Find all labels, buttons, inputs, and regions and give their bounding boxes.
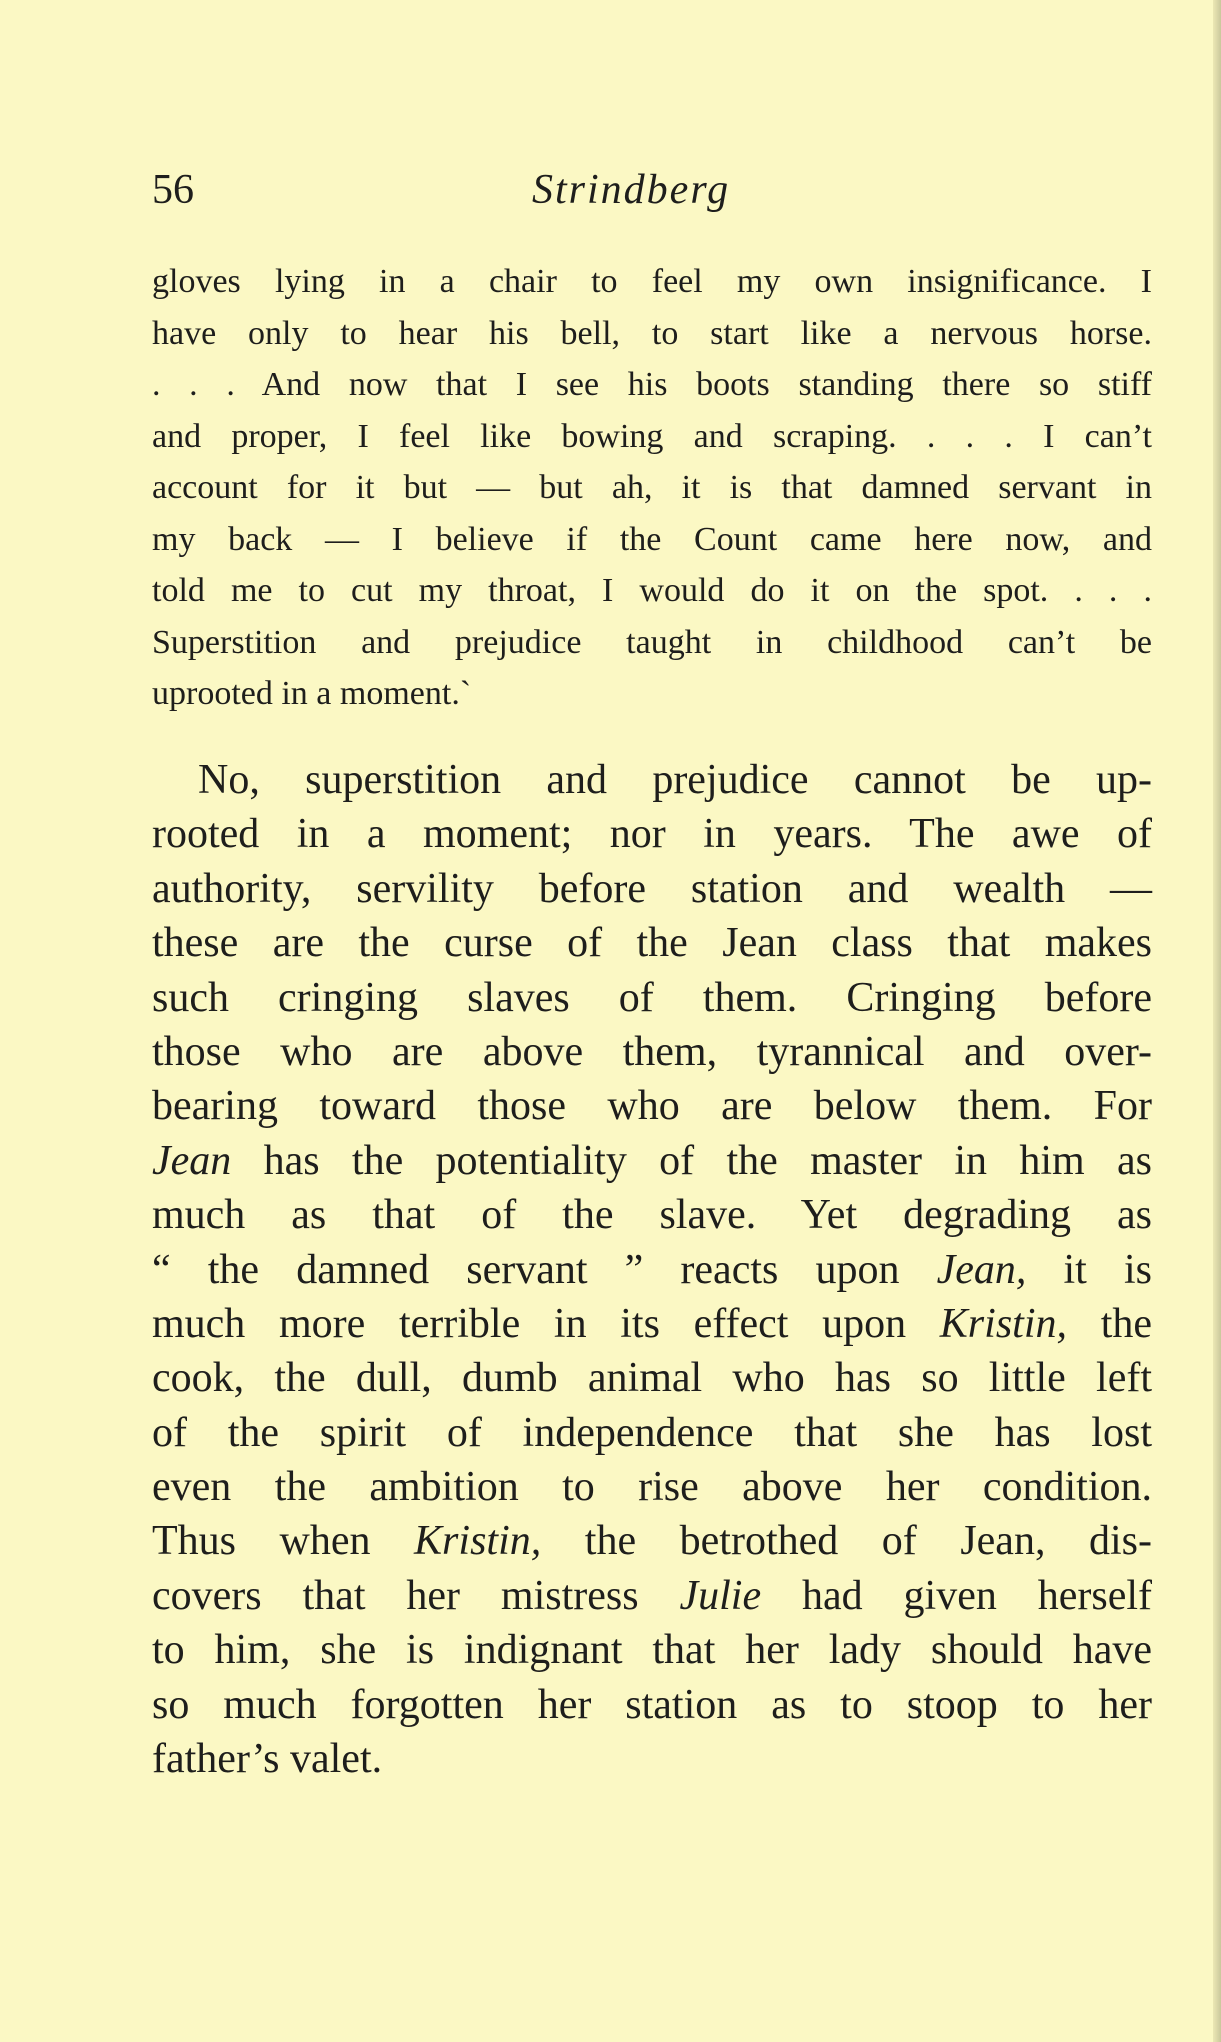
italic-name: Kristin, xyxy=(414,1518,542,1565)
body-text: Thus when xyxy=(152,1518,415,1565)
body-text: covers that her mistress xyxy=(152,1572,680,1619)
body-paragraph xyxy=(152,753,1152,1786)
body-line: even the ambition to rise above her condition. xyxy=(152,1464,1152,1511)
body-line: such cringing slaves of them. Cringing before xyxy=(152,974,1152,1021)
body-line xyxy=(152,1134,1152,1188)
body-line: those who are above them, tyrannical and over- xyxy=(152,1028,1152,1075)
quote-line: told me to cut my throat, I would do it on the spot. . . . xyxy=(152,572,1152,609)
body-text: has the potentiality of the master in him as xyxy=(231,1137,1152,1184)
page-edge xyxy=(1213,0,1221,2042)
quote-line: account for it but — but ah, it is that damned servant in xyxy=(152,469,1152,506)
body-line xyxy=(152,1569,1152,1623)
body-line: to him, she is indignant that her lady should have xyxy=(152,1627,1152,1674)
page-header xyxy=(152,160,1152,220)
quote-line: uprooted in a moment.` xyxy=(152,675,472,712)
quote-line: . . . And now that I see his boots standing there so stiff xyxy=(152,366,1152,403)
italic-name: Jean, xyxy=(936,1246,1027,1293)
quote-line: gloves lying in a chair to feel my own insignificance. I xyxy=(152,263,1152,300)
body-line: these are the curse of the Jean class that makes xyxy=(152,920,1152,967)
body-line: No, superstition and prejudice cannot be up- xyxy=(198,757,1152,803)
body-line: of the spirit of independence that she has lost xyxy=(152,1409,1152,1456)
quote-line: my back — I believe if the Count came here now, and xyxy=(152,520,1152,558)
body-line: so much forgotten her station as to stoop to her xyxy=(152,1681,1152,1728)
quote-line: and proper, I feel like bowing and scraping. . . . I can’t xyxy=(152,417,1152,455)
body-line: rooted in a moment; nor in years. The awe of xyxy=(152,811,1152,858)
body-line xyxy=(152,1514,1152,1568)
quote-line: Superstition and prejudice taught in childhood can’t be xyxy=(152,623,1152,661)
body-text: had given herself xyxy=(761,1572,1152,1619)
body-text: it is xyxy=(1026,1246,1152,1293)
body-text: the xyxy=(1067,1300,1153,1347)
body-text: the betrothed of Jean, dis- xyxy=(541,1518,1152,1565)
running-head: Strindberg xyxy=(532,167,731,213)
body-line: bearing toward those who are below them. For xyxy=(152,1083,1152,1130)
italic-name: Kristin, xyxy=(939,1300,1068,1347)
body-line xyxy=(152,1243,1152,1297)
body-text: much more terrible in its effect upon xyxy=(152,1300,940,1347)
italic-name: Julie xyxy=(679,1572,762,1619)
body-line: authority, servility before station and wealth — xyxy=(152,865,1152,912)
body-line: father’s valet. xyxy=(152,1736,383,1783)
page-number: 56 xyxy=(152,167,194,213)
body-line xyxy=(152,1297,1152,1351)
quoted-passage xyxy=(152,256,1152,720)
body-line: cook, the dull, dumb animal who has so little left xyxy=(152,1355,1152,1402)
italic-name: Jean xyxy=(152,1137,232,1184)
body-text: “ the damned servant ” reacts upon xyxy=(152,1246,937,1293)
quote-line: have only to hear his bell, to start like a nervous horse. xyxy=(152,314,1152,352)
body-line: much as that of the slave. Yet degrading as xyxy=(152,1192,1152,1239)
